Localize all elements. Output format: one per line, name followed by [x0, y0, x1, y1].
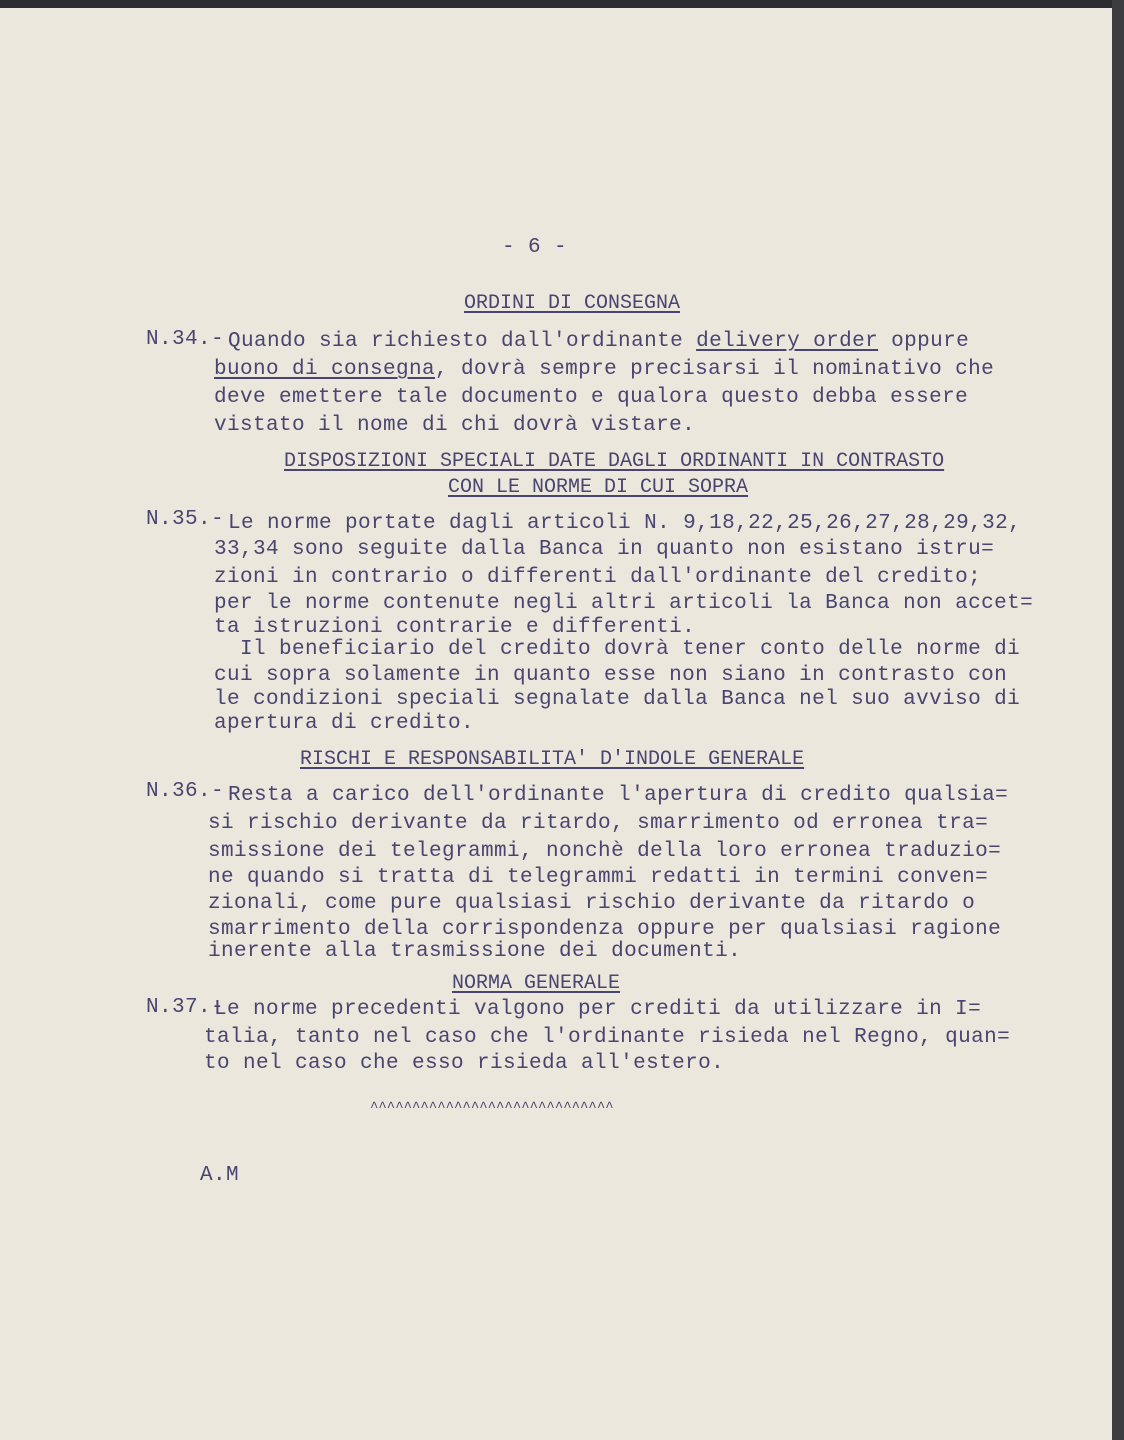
article-34-line-4: vistato il nome di chi dovrà vistare.: [214, 414, 696, 437]
article-35-line-8: le condizioni speciali segnalate dalla Banca nel suo avviso di: [214, 688, 1021, 711]
article-number-35: N.35.-: [146, 508, 225, 531]
article-36-line-1: Resta a carico dell'ordinante l'apertura di credito qualsia=: [228, 784, 1009, 807]
article-37-line-2: talia, tanto nel caso che l'ordinante risieda nel Regno, quan=: [204, 1026, 1011, 1049]
section-heading-disposizioni-line-2: CON LE NORME DI CUI SOPRA: [448, 476, 749, 499]
scan-edge: [1112, 0, 1124, 1440]
article-36-line-5: zionali, come pure qualsiasi rischio derivante da ritardo o: [208, 892, 976, 915]
article-35-line-3: zioni in contrario o differenti dall'ordinante del credito;: [214, 566, 982, 589]
section-heading-ordini: ORDINI DI CONSEGNA: [464, 292, 681, 315]
article-36-line-4: ne quando si tratta di telegrammi redatti in termini conven=: [208, 866, 989, 889]
article-35-line-6: Il beneficiario del credito dovrà tener conto delle norme di: [214, 638, 1021, 661]
article-number-36: N.36.-: [146, 780, 225, 803]
section-heading-rischi: RISCHI E RESPONSABILITA' D'INDOLE GENERALE: [300, 748, 805, 771]
article-35-line-5: ta istruzioni contrarie e differenti.: [214, 616, 696, 639]
article-35-line-9: apertura di credito.: [214, 712, 475, 735]
article-35-line-4: per le norme contenute negli altri articoli la Banca non accet=: [214, 592, 1034, 615]
section-heading-disposizioni-line-1: DISPOSIZIONI SPECIALI DATE DAGLI ORDINANTI IN CONTRASTO: [284, 450, 945, 473]
document-page: [0, 8, 1112, 1440]
article-34-line-2: buono di consegna, dovrà sempre precisarsi il nominativo che: [214, 358, 995, 381]
article-36-line-6: smarrimento della corrispondenza oppure per qualsiasi ragione: [208, 918, 1002, 941]
article-35-line-7: cui sopra solamente in quanto esse non siano in contrasto con: [214, 664, 1008, 687]
article-number-34: N.34.-: [146, 328, 225, 351]
article-35-line-1: Le norme portate dagli articoli N. 9,18,22,25,26,27,28,29,32,: [228, 512, 1022, 535]
typist-initials: A.M: [200, 1164, 240, 1187]
article-34-line-1: Quando sia richiesto dall'ordinante delivery order oppure: [228, 330, 970, 353]
separator-carets: ^^^^^^^^^^^^^^^^^^^^^^^^^^^^^: [370, 1100, 614, 1116]
page-number: - 6 -: [502, 236, 568, 259]
article-36-line-3: smissione dei telegrammi, nonchè della loro erronea traduzio=: [208, 840, 1002, 863]
bleed-through-texture: [0, 8, 1112, 1440]
article-36-line-7: inerente alla trasmissione dei documenti.: [208, 940, 742, 963]
section-heading-norma-generale: NORMA GENERALE: [452, 972, 621, 995]
article-37-line-3: to nel caso che esso risieda all'estero.: [204, 1052, 725, 1075]
article-number-37: N.37.-: [146, 996, 225, 1019]
article-36-line-2: si rischio derivante da ritardo, smarrimento od erronea tra=: [208, 812, 989, 835]
article-34-line-3: deve emettere tale documento e qualora questo debba essere: [214, 386, 969, 409]
article-37-line-1: Le norme precedenti valgono per crediti da utilizzare in I=: [214, 998, 982, 1021]
article-35-line-2: 33,34 sono seguite dalla Banca in quanto non esistano istru=: [214, 538, 995, 561]
